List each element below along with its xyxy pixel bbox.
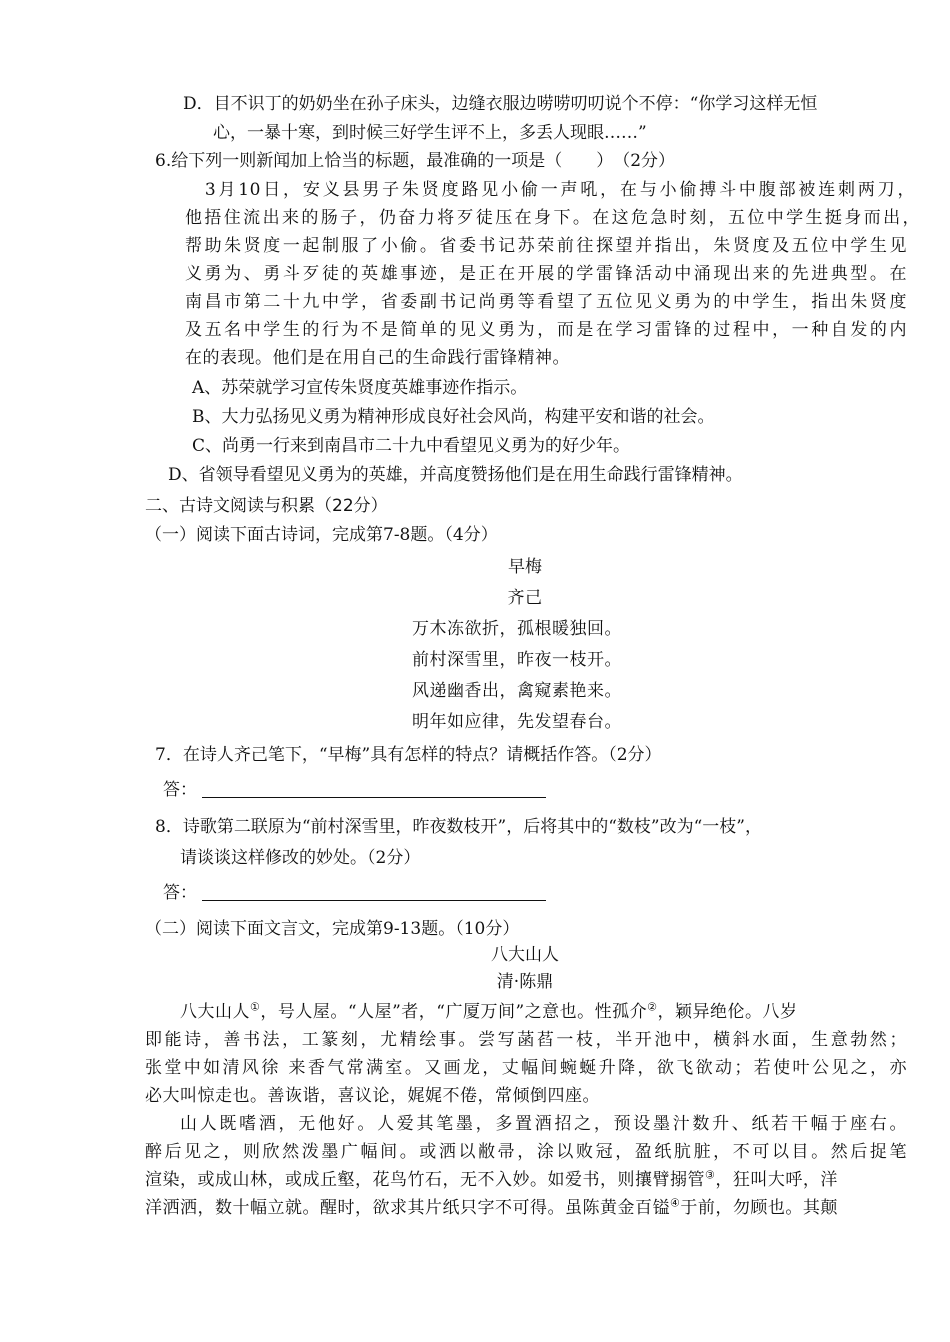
poem-title: 早梅 xyxy=(508,557,542,577)
q8-stem-line1: 8．诗歌第二联原为“前村深雪里，昨夜数枝开”，后将其中的“数枝”改为“一枝”， xyxy=(155,817,762,837)
poem-author: 齐己 xyxy=(507,588,543,608)
news-line-7: 在的表现。他们是在用自己的生命践行雷锋精神。 xyxy=(185,348,570,368)
prose-text: 八大山人 xyxy=(180,1002,250,1022)
prose-text: 渲染，或成山林，或成丘壑，花鸟竹石，无不入妙。如爱书，则攘臂搦管 xyxy=(145,1170,705,1190)
prose-author: 清·陈鼎 xyxy=(496,972,554,992)
q6-stem: 6.给下列一则新闻加上恰当的标题，最准确的一项是（ ） （2分） xyxy=(155,151,676,171)
prose-p2-line4 xyxy=(145,1196,838,1220)
news-line-4: 义勇为、勇斗歹徒的英雄事迹，是正在开展的学雷锋活动中涌现出来的先进典型。在 xyxy=(185,264,907,284)
q5-option-d-line1: D．目不识丁的奶奶坐在孙子床头，边缝衣服边唠唠叨叨说个不停：“你学习这样无恒 xyxy=(183,94,818,114)
poem-line-1: 万木冻欲折，孤根暖独回。 xyxy=(412,619,622,639)
q8-answer-blank[interactable] xyxy=(202,900,546,901)
news-line-6: 及五名中学生的行为不是简单的见义勇为，而是在学习雷锋的过程中，一种自发的内 xyxy=(185,320,907,340)
prose-text: ，号人屋。“人屋”者，“广厦万间”之意也。性孤介 xyxy=(260,1002,648,1022)
prose-p1-line4: 必大叫惊走也。善诙谐，喜议论，娓娓不倦，常倾倒四座。 xyxy=(145,1086,600,1106)
q7-stem: 7．在诗人齐己笔下，“早梅”具有怎样的特点？请概括作答。（2分） xyxy=(155,745,662,765)
prose-text: 洋洒洒，数十幅立就。醒时，欲求其片纸只字不可得。虽陈黄金百镒 xyxy=(145,1198,670,1218)
q6-option-c: C、尚勇一行来到南昌市二十九中看望见义勇为的好少年。 xyxy=(192,436,631,456)
poem-line-4: 明年如应律，先发望春台。 xyxy=(412,712,622,732)
q7-answer-blank[interactable] xyxy=(202,797,546,798)
q8-stem-line2: 请谈谈这样修改的妙处。（2分） xyxy=(180,848,421,868)
prose-p2-line2: 醉后见之，则欣然泼墨广幅间。或洒以敝帚，涂以败冠，盈纸肮脏，不可以目。然后捉笔 xyxy=(145,1142,907,1162)
q8-answer-label: 答： xyxy=(163,883,197,903)
news-line-1: 3月10日，安义县男子朱贤度路见小偷一声吼，在与小偷搏斗中腹部被连刺两刀， xyxy=(185,180,915,200)
poem-line-2: 前村深雪里，昨夜一枝开。 xyxy=(412,650,622,670)
note-marker-3: ③ xyxy=(705,1168,716,1182)
note-marker-1: ① xyxy=(250,1000,261,1014)
part2-intro: （二）阅读下面文言文，完成第9-13题。（10分） xyxy=(145,919,520,939)
news-line-5: 南昌市第二十九中学，省委副书记尚勇等看望了五位见义勇为的中学生，指出朱贤度 xyxy=(185,292,907,312)
q5-option-d-line2: 心，一暴十寒，到时候三好学生评不上，多丢人现眼……” xyxy=(213,123,647,143)
q6-option-d: D、省领导看望见义勇为的英雄，并高度赞扬他们是在用生命践行雷锋精神。 xyxy=(168,465,743,485)
news-line-2: 他捂住流出来的肠子，仍奋力将歹徒压在身下。在这危急时刻，五位中学生挺身而出， xyxy=(185,208,920,228)
note-marker-2: ② xyxy=(647,1000,658,1014)
note-marker-4: ④ xyxy=(670,1196,681,1210)
q6-option-a: A、苏荣就学习宣传朱贤度英雄事迹作指示。 xyxy=(192,378,528,398)
part1-intro: （一）阅读下面古诗词，完成第7-8题。（4分） xyxy=(145,525,498,545)
prose-p1-line2: 即能诗，善书法，工篆刻，尤精绘事。尝写菡萏一枝，半开池中，横斜水面，生意勃然； xyxy=(145,1030,907,1050)
q6-option-b: B、大力弘扬见义勇为精神形成良好社会风尚，构建平安和谐的社会。 xyxy=(192,407,715,427)
prose-p2-line1: 山人既嗜酒，无他好。人爱其笔墨，多置酒招之，预设墨汁数升、纸若干幅于座右。 xyxy=(180,1114,907,1134)
prose-p1-line1 xyxy=(180,1000,910,1024)
prose-text: ，颖异绝伦。八岁 xyxy=(657,1002,798,1022)
section-heading: 二、古诗文阅读与积累（22分） xyxy=(145,496,388,516)
prose-title: 八大山人 xyxy=(491,945,559,965)
q7-answer-label: 答： xyxy=(163,780,197,800)
news-line-3: 帮助朱贤度一起制服了小偷。省委书记苏荣前往探望并指出，朱贤度及五位中学生见 xyxy=(185,236,907,256)
prose-text: 于前，勿顾也。其颠 xyxy=(680,1198,838,1218)
poem-line-3: 风递幽香出，禽窥素艳来。 xyxy=(412,681,622,701)
prose-text: ，狂叫大呼，洋 xyxy=(715,1170,838,1190)
prose-p1-line3: 张堂中如清风徐 来香气常满室。又画龙，丈幅间蜿蜒升降，欲飞欲动；若使叶公见之，亦 xyxy=(145,1058,907,1078)
prose-p2-line3 xyxy=(145,1168,838,1192)
